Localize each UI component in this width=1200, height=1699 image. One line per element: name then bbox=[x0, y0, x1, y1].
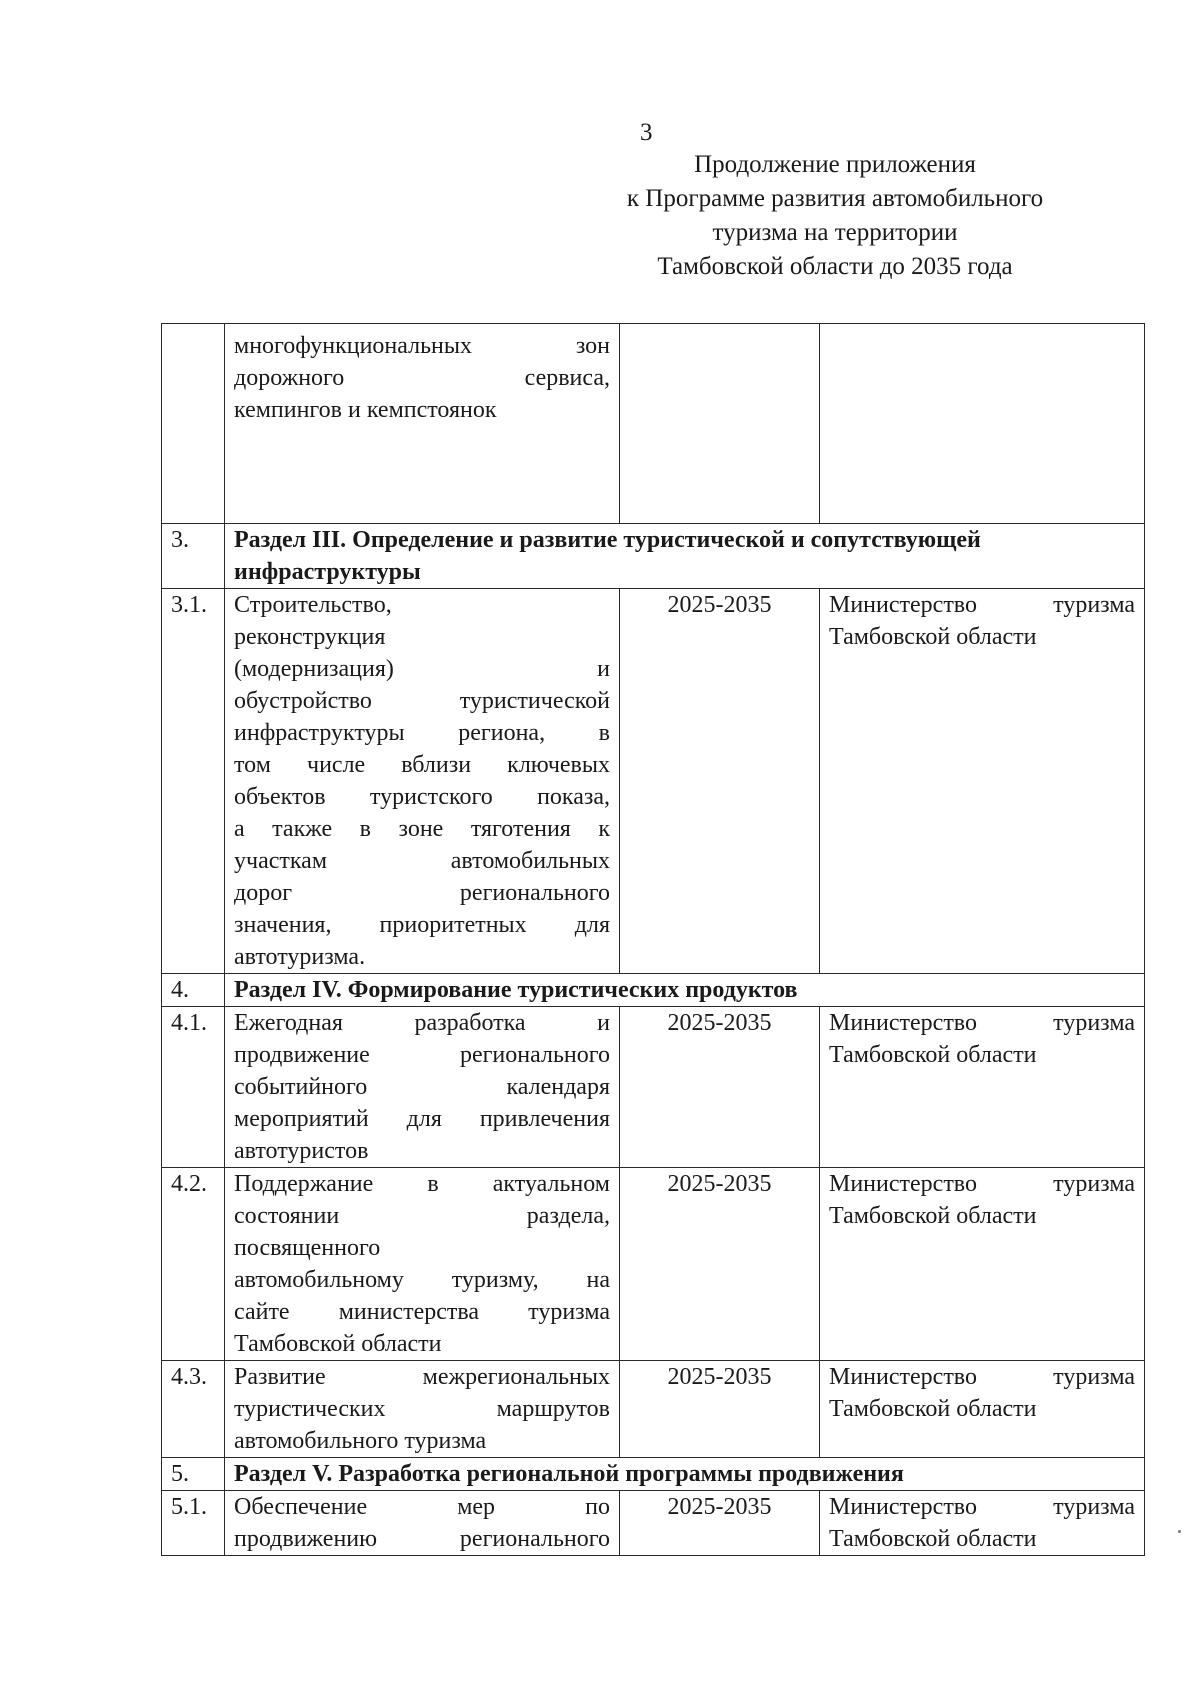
item-number bbox=[162, 324, 225, 524]
name-line: многофункциональных зон bbox=[234, 333, 610, 359]
name-line: том числе вблизи ключевых bbox=[234, 752, 610, 778]
name-line: участкам автомобильных bbox=[234, 848, 610, 874]
name-line: посвященного bbox=[234, 1235, 381, 1261]
section-row bbox=[162, 524, 1145, 589]
item-responsible: Министерство туризма Тамбовской области bbox=[820, 589, 1145, 974]
name-line: Ежегодная разработка и bbox=[234, 1010, 610, 1036]
name-line: туристических маршрутов bbox=[234, 1396, 610, 1422]
item-number: 4.1. bbox=[162, 1007, 225, 1168]
name-line: а также в зоне тяготения к bbox=[234, 816, 610, 842]
name-line: реконструкция bbox=[234, 624, 386, 650]
section-number: 5. bbox=[162, 1458, 225, 1491]
header-line-2: к Программе развития автомобильного bbox=[626, 185, 1044, 212]
measures-table bbox=[161, 323, 1145, 1556]
item-responsible: Министерство туризма Тамбовской области bbox=[820, 1361, 1145, 1458]
name-line: инфраструктуры региона, в bbox=[234, 720, 610, 746]
name-line: автотуризма. bbox=[234, 944, 366, 970]
table-row bbox=[162, 589, 1145, 974]
section-row bbox=[162, 974, 1145, 1007]
name-line: обустройство туристической bbox=[234, 688, 610, 714]
table-row bbox=[162, 1361, 1145, 1458]
item-name bbox=[225, 1168, 620, 1361]
name-line: дорожного сервиса, bbox=[234, 365, 610, 391]
name-line: кемпингов и кемпстоянок bbox=[234, 397, 497, 423]
table-row bbox=[162, 324, 1145, 524]
page-number: 3 bbox=[640, 119, 653, 146]
name-line: Развитие межрегиональных bbox=[234, 1364, 610, 1390]
name-line: мероприятий для привлечения bbox=[234, 1106, 610, 1132]
table-row bbox=[162, 1491, 1145, 1556]
name-line: продвижению регионального bbox=[234, 1526, 610, 1552]
header-line-3: туризма на территории bbox=[712, 219, 958, 246]
section-row bbox=[162, 1458, 1145, 1491]
item-years: 2025-2035 bbox=[620, 1491, 820, 1556]
item-years: 2025-2035 bbox=[620, 1361, 820, 1458]
section-title: Раздел V. Разработка региональной программы продвижения bbox=[225, 1458, 1145, 1491]
header-line-1: Продолжение приложения bbox=[694, 151, 976, 178]
name-line: Обеспечение мер по bbox=[234, 1494, 610, 1520]
name-line: автотуристов bbox=[234, 1138, 369, 1164]
item-name bbox=[225, 589, 620, 974]
item-years: 2025-2035 bbox=[620, 1007, 820, 1168]
table-row bbox=[162, 1007, 1145, 1168]
item-responsible: Министерство туризма Тамбовской области bbox=[820, 1007, 1145, 1168]
item-name bbox=[225, 1361, 620, 1458]
name-line: значения, приоритетных для bbox=[234, 912, 610, 938]
name-line: сайте министерства туризма bbox=[234, 1299, 610, 1325]
name-line: Строительство, bbox=[234, 592, 392, 618]
header-line-4: Тамбовской области до 2035 года bbox=[657, 253, 1013, 280]
item-name bbox=[225, 1491, 620, 1556]
name-line: дорог регионального bbox=[234, 880, 610, 906]
name-line: состоянии раздела, bbox=[234, 1203, 610, 1229]
item-number: 4.3. bbox=[162, 1361, 225, 1458]
name-line: событийного календаря bbox=[234, 1074, 610, 1100]
table-row bbox=[162, 1168, 1145, 1361]
name-line: Тамбовской области bbox=[234, 1331, 442, 1357]
item-number: 4.2. bbox=[162, 1168, 225, 1361]
item-responsible bbox=[820, 324, 1145, 524]
section-number: 4. bbox=[162, 974, 225, 1007]
scan-speck bbox=[1178, 1530, 1181, 1533]
section-title: Раздел III. Определение и развитие туристической и сопутствующей инфраструктуры bbox=[225, 524, 1145, 589]
name-line: (модернизация) и bbox=[234, 656, 610, 682]
section-title: Раздел IV. Формирование туристических продуктов bbox=[225, 974, 1145, 1007]
appendix-header bbox=[600, 148, 1070, 284]
item-name bbox=[225, 1007, 620, 1168]
item-years bbox=[620, 324, 820, 524]
item-years: 2025-2035 bbox=[620, 589, 820, 974]
item-number: 5.1. bbox=[162, 1491, 225, 1556]
name-line: Поддержание в актуальном bbox=[234, 1171, 610, 1197]
name-line: продвижение регионального bbox=[234, 1042, 610, 1068]
name-line: объектов туристского показа, bbox=[234, 784, 610, 810]
item-number: 3.1. bbox=[162, 589, 225, 974]
item-name bbox=[225, 324, 620, 524]
section-number: 3. bbox=[162, 524, 225, 589]
name-line: автомобильному туризму, на bbox=[234, 1267, 610, 1293]
item-responsible: Министерство туризма Тамбовской области bbox=[820, 1168, 1145, 1361]
item-years: 2025-2035 bbox=[620, 1168, 820, 1361]
item-responsible: Министерство туризма Тамбовской области bbox=[820, 1491, 1145, 1556]
name-line: автомобильного туризма bbox=[234, 1428, 487, 1454]
